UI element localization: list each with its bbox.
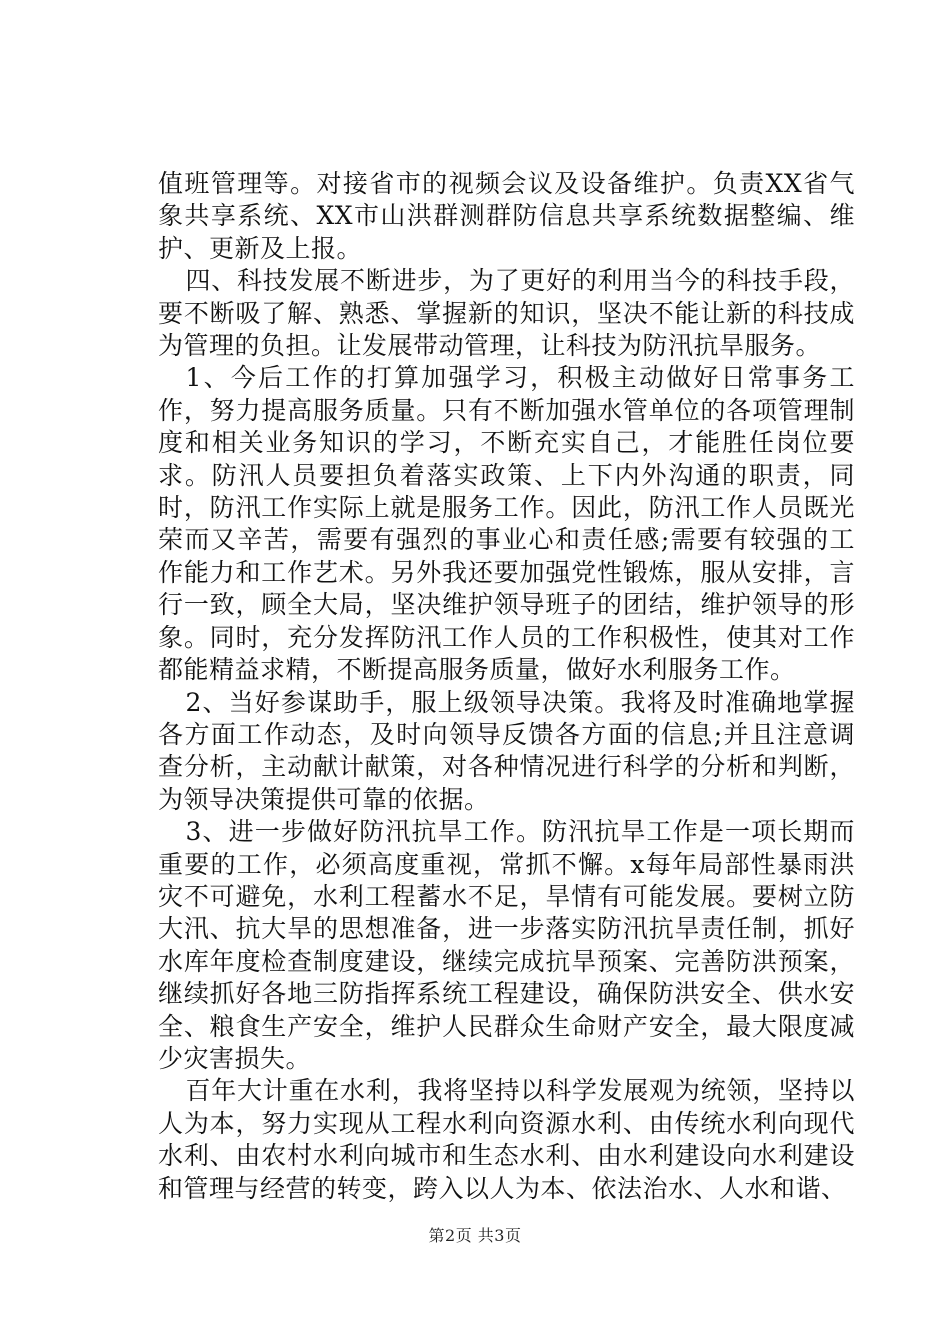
paragraph-flood-drought-work: 3、进一步做好防汛抗旱工作。防汛抗旱工作是一项长期而重要的工作，必须高度重视，常抓不懈。x每年局部性暴雨洪灾不可避免，水利工程蓄水不足，旱情有可能发展。要树立防大汛、抗大旱的思想准备，进一步落实防汛抗旱责任制，抓好水库年度检查制度建设，继续完成抗旱预案、完善防洪预案，继续抓好各地三防指挥系统工程建设，确保防洪安全、供水安全、粮食生产安全，维护人民群众生命财产安全，最大限度减少灾害损失。	[158, 817, 855, 1073]
paragraph-technology-development: 四、科技发展不断进步，为了更好的利用当今的科技手段，要不断吸了解、熟悉、掌握新的知识，坚决不能让新的科技成为管理的负担。让发展带动管理，让科技为防汛抗旱服务。	[158, 266, 855, 361]
page-number-footer: 第2页 共3页	[428, 1226, 522, 1245]
paragraph-water-conservancy-plan: 百年大计重在水利，我将坚持以科学发展观为统领，坚持以人为本，努力实现从工程水利向资源水利、由传统水利向现代水利、由农村水利向城市和生态水利、由水利建设向水利建设和管理与经营的转变，跨入以人为本、依法治水、人水和谐、	[158, 1076, 855, 1203]
document-body	[158, 168, 855, 1205]
paragraph-duty-management: 值班管理等。对接省市的视频会议及设备维护。负责XX省气象共享系统、XX市山洪群测群防信息共享系统数据整编、维护、更新及上报。	[158, 169, 855, 263]
paragraph-future-plan-study: 1、今后工作的打算加强学习，积极主动做好日常事务工作，努力提高服务质量。只有不断加强水管单位的各项管理制度和相关业务知识的学习，不断充实自己，才能胜任岗位要求。防汛人员要担负着落实政策、上下内外沟通的职责，同时，防汛工作实际上就是服务工作。因此，防汛工作人员既光荣而又辛苦，需要有强烈的事业心和责任感;需要有较强的工作能力和工作艺术。另外我还要加强党性锻炼，服从安排，言行一致，顾全大局，坚决维护领导班子的团结，维护领导的形象。同时，充分发挥防汛工作人员的工作积极性，使其对工作都能精益求精，不断提高服务质量，做好水利服务工作。	[158, 363, 855, 685]
paragraph-advisor-assistant: 2、当好参谋助手，服上级领导决策。我将及时准确地掌握各方面工作动态，及时向领导反馈各方面的信息;并且注意调查分析，主动献计献策，对各种情况进行科学的分析和判断，为领导决策提供可靠的依据。	[158, 687, 855, 814]
